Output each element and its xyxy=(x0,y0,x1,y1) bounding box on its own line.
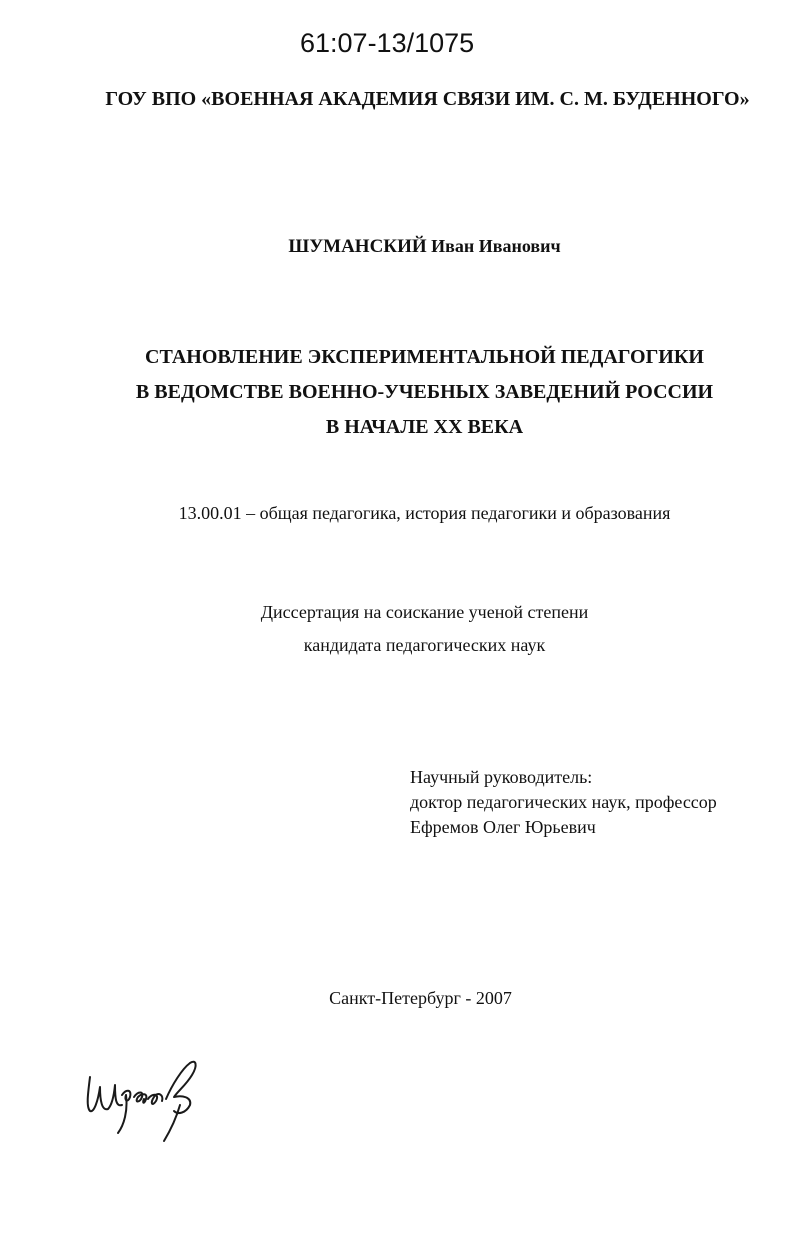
institution-name: ГОУ ВПО «ВОЕННАЯ АКАДЕМИЯ СВЯЗИ ИМ. С. М. БУДЕННОГО» xyxy=(105,88,750,110)
author-given-names: Иван Иванович xyxy=(431,236,561,256)
title-line: В ВЕДОМСТВЕ ВОЕННО-УЧЕБНЫХ ЗАВЕДЕНИЙ РОССИИ xyxy=(135,381,714,403)
degree-line: кандидата педагогических наук xyxy=(303,635,546,655)
catalog-code: 61:07-13/1075 xyxy=(300,28,475,58)
supervisor-label: Научный руководитель: xyxy=(410,767,593,787)
supervisor-credentials: доктор педагогических наук, профессор xyxy=(410,792,717,812)
title-line: В НАЧАЛЕ XX ВЕКА xyxy=(325,416,524,438)
author-name xyxy=(27,236,795,258)
supervisor-block xyxy=(410,765,717,840)
author-signature xyxy=(82,1055,212,1145)
supervisor-name: Ефремов Олег Юрьевич xyxy=(410,817,596,837)
specialty-code: 13.00.01 – общая педагогика, история педагогики и образования xyxy=(178,503,671,523)
title-line: СТАНОВЛЕНИЕ ЭКСПЕРИМЕНТАЛЬНОЙ ПЕДАГОГИКИ xyxy=(145,346,704,368)
degree-line: Диссертация на соискание ученой степени xyxy=(260,602,589,622)
dissertation-title xyxy=(27,340,795,445)
degree-statement xyxy=(27,596,795,662)
author-surname: ШУМАНСКИЙ xyxy=(288,236,427,257)
place-and-year: Санкт-Петербург - 2007 xyxy=(329,988,512,1008)
